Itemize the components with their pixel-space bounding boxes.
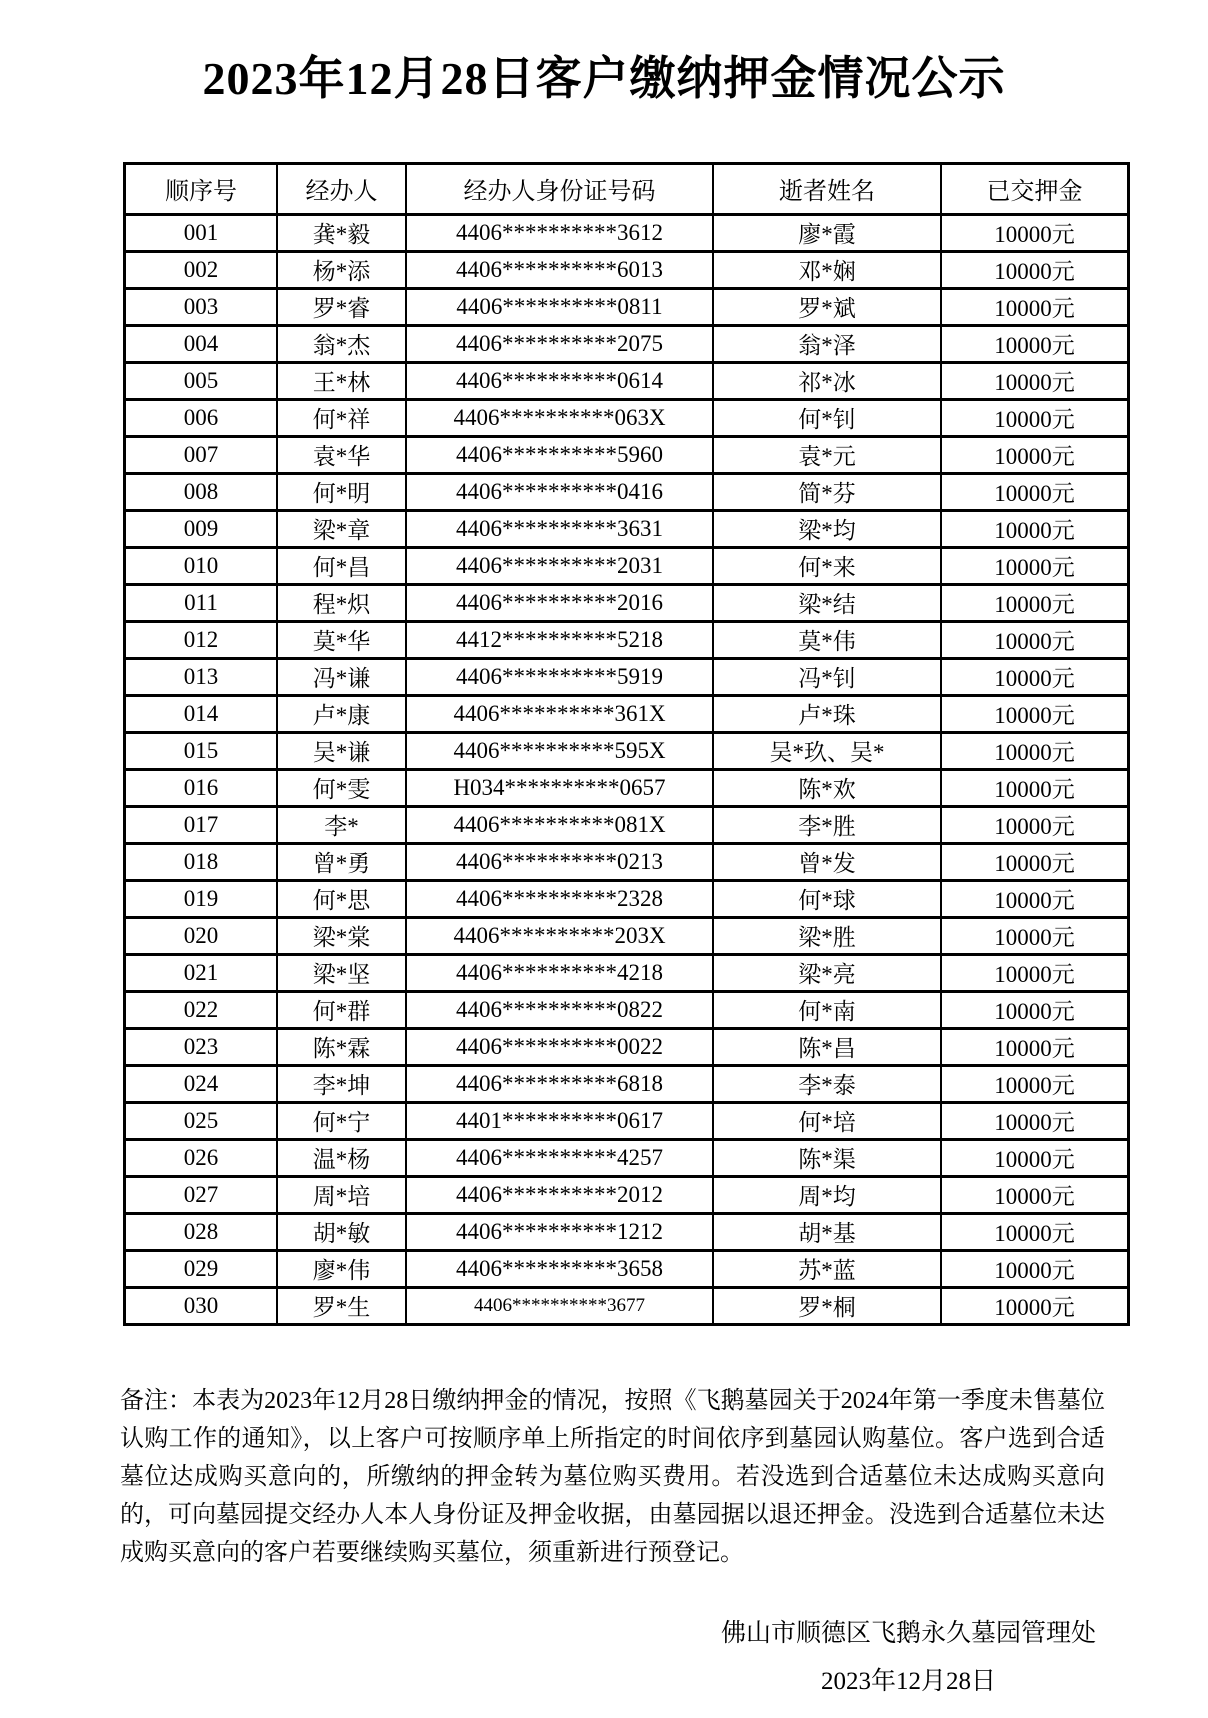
cell-sequence-number: 003: [125, 288, 278, 325]
cell-deceased-name: 曾*发: [713, 843, 941, 880]
cell-agent-id-number: 4406**********2016: [406, 584, 713, 621]
cell-deposit-amount: 10000元: [941, 806, 1129, 843]
cell-sequence-number: 015: [125, 732, 278, 769]
cell-deceased-name: 冯*钊: [713, 658, 941, 695]
cell-deceased-name: 邓*娴: [713, 251, 941, 288]
table-row: [125, 658, 1129, 695]
cell-deposit-amount: 10000元: [941, 547, 1129, 584]
cell-agent-name: 温*杨: [277, 1139, 406, 1176]
table-row: [125, 880, 1129, 917]
cell-deposit-amount: 10000元: [941, 658, 1129, 695]
cell-agent-id-number: 4401**********0617: [406, 1102, 713, 1139]
table-row: [125, 1287, 1129, 1324]
cell-agent-id-number: 4406**********4257: [406, 1139, 713, 1176]
cell-deceased-name: 何*南: [713, 991, 941, 1028]
cell-deposit-amount: 10000元: [941, 695, 1129, 732]
signature-block: [721, 1610, 1096, 1706]
cell-agent-id-number: 4406**********063X: [406, 399, 713, 436]
cell-agent-id-number: 4406**********2031: [406, 547, 713, 584]
table-row: [125, 991, 1129, 1028]
signature-date: 2023年12月28日: [820, 1667, 996, 1695]
cell-deposit-amount: 10000元: [941, 1139, 1129, 1176]
note-paragraph: 备注：本表为2023年12月28日缴纳押金的情况，按照《飞鹅墓园关于2024年第一季度未售墓位认购工作的通知》，以上客户可按顺序单上所指定的时间依序到墓园认购墓位。客户选到合适墓位达成购买意向的，所缴纳的押金转为墓位购买费用。若没选到合适墓位未达成购买意向的，可向墓园提交经办人本人身份证及押金收据，由墓园据以退还押金。没选到合适墓位未达成购买意向的客户若要继续购买墓位，须重新进行预登记。: [120, 1387, 1105, 1566]
table-row: [125, 325, 1129, 362]
cell-agent-name: 罗*生: [277, 1287, 406, 1324]
column-header-1: 顺序号: [125, 163, 278, 214]
cell-agent-name: 吴*谦: [277, 732, 406, 769]
cell-deposit-amount: 10000元: [941, 510, 1129, 547]
cell-deceased-name: 翁*泽: [713, 325, 941, 362]
cell-sequence-number: 001: [125, 214, 278, 251]
table-row: [125, 843, 1129, 880]
cell-deposit-amount: 10000元: [941, 1287, 1129, 1324]
table-row: [125, 621, 1129, 658]
cell-agent-name: 王*林: [277, 362, 406, 399]
table-row: [125, 473, 1129, 510]
page-title: 2023年12月28日客户缴纳押金情况公示: [202, 53, 1006, 104]
cell-deposit-amount: 10000元: [941, 251, 1129, 288]
cell-deceased-name: 何*培: [713, 1102, 941, 1139]
cell-deposit-amount: 10000元: [941, 436, 1129, 473]
cell-sequence-number: 030: [125, 1287, 278, 1324]
cell-deceased-name: 何*钊: [713, 399, 941, 436]
cell-agent-id-number: 4406**********595X: [406, 732, 713, 769]
cell-deceased-name: 梁*结: [713, 584, 941, 621]
cell-sequence-number: 028: [125, 1213, 278, 1250]
cell-agent-id-number: 4406**********3631: [406, 510, 713, 547]
cell-agent-id-number: 4406**********5919: [406, 658, 713, 695]
table-row: [125, 584, 1129, 621]
cell-agent-name: 陈*霖: [277, 1028, 406, 1065]
cell-deposit-amount: 10000元: [941, 1250, 1129, 1287]
cell-deposit-amount: 10000元: [941, 362, 1129, 399]
cell-agent-name: 程*炽: [277, 584, 406, 621]
cell-deposit-amount: 10000元: [941, 214, 1129, 251]
cell-agent-name: 何*昌: [277, 547, 406, 584]
cell-deceased-name: 袁*元: [713, 436, 941, 473]
table-row: [125, 547, 1129, 584]
column-header-4: 逝者姓名: [713, 163, 941, 214]
table-row: [125, 1250, 1129, 1287]
cell-sequence-number: 025: [125, 1102, 278, 1139]
cell-sequence-number: 009: [125, 510, 278, 547]
cell-agent-name: 龚*毅: [277, 214, 406, 251]
deposit-table: [123, 162, 1130, 1326]
cell-agent-name: 曾*勇: [277, 843, 406, 880]
cell-deposit-amount: 10000元: [941, 880, 1129, 917]
cell-sequence-number: 023: [125, 1028, 278, 1065]
cell-sequence-number: 013: [125, 658, 278, 695]
cell-agent-name: 周*培: [277, 1176, 406, 1213]
table-row: [125, 1028, 1129, 1065]
signature-org: 佛山市顺德区飞鹅永久墓园管理处: [720, 1619, 1096, 1647]
cell-deposit-amount: 10000元: [941, 1176, 1129, 1213]
column-header-3: 经办人身份证号码: [406, 163, 713, 214]
cell-deceased-name: 周*均: [713, 1176, 941, 1213]
cell-sequence-number: 004: [125, 325, 278, 362]
cell-agent-id-number: 4406**********0416: [406, 473, 713, 510]
table-row: [125, 214, 1129, 251]
cell-agent-name: 袁*华: [277, 436, 406, 473]
cell-agent-name: 梁*棠: [277, 917, 406, 954]
cell-agent-id-number: 4406**********3612: [406, 214, 713, 251]
cell-agent-name: 李*: [277, 806, 406, 843]
cell-sequence-number: 019: [125, 880, 278, 917]
cell-agent-id-number: 4406**********3677: [406, 1287, 713, 1324]
cell-agent-id-number: 4406**********0213: [406, 843, 713, 880]
cell-deposit-amount: 10000元: [941, 1213, 1129, 1250]
table-row: [125, 399, 1129, 436]
cell-deceased-name: 陈*昌: [713, 1028, 941, 1065]
cell-deceased-name: 胡*基: [713, 1213, 941, 1250]
table-row: [125, 288, 1129, 325]
cell-sequence-number: 027: [125, 1176, 278, 1213]
cell-agent-id-number: 4406**********2328: [406, 880, 713, 917]
cell-sequence-number: 016: [125, 769, 278, 806]
table-row: [125, 436, 1129, 473]
cell-deposit-amount: 10000元: [941, 917, 1129, 954]
cell-agent-id-number: 4406**********6818: [406, 1065, 713, 1102]
cell-deceased-name: 陈*渠: [713, 1139, 941, 1176]
cell-agent-name: 何*群: [277, 991, 406, 1028]
cell-sequence-number: 002: [125, 251, 278, 288]
cell-deceased-name: 梁*胜: [713, 917, 941, 954]
cell-agent-name: 冯*谦: [277, 658, 406, 695]
table-row: [125, 510, 1129, 547]
cell-agent-id-number: 4406**********203X: [406, 917, 713, 954]
cell-deceased-name: 李*泰: [713, 1065, 941, 1102]
cell-deposit-amount: 10000元: [941, 843, 1129, 880]
cell-agent-id-number: 4406**********2012: [406, 1176, 713, 1213]
cell-deposit-amount: 10000元: [941, 954, 1129, 991]
cell-agent-id-number: 4406**********0614: [406, 362, 713, 399]
table-row: [125, 1065, 1129, 1102]
column-header-5: 已交押金: [941, 163, 1129, 214]
cell-sequence-number: 026: [125, 1139, 278, 1176]
column-header-2: 经办人: [277, 163, 406, 214]
table-row: [125, 1139, 1129, 1176]
cell-deceased-name: 何*来: [713, 547, 941, 584]
cell-deceased-name: 祁*冰: [713, 362, 941, 399]
table-row: [125, 695, 1129, 732]
cell-sequence-number: 014: [125, 695, 278, 732]
cell-agent-id-number: 4406**********1212: [406, 1213, 713, 1250]
cell-agent-name: 莫*华: [277, 621, 406, 658]
cell-deposit-amount: 10000元: [941, 991, 1129, 1028]
cell-sequence-number: 012: [125, 621, 278, 658]
cell-deceased-name: 苏*蓝: [713, 1250, 941, 1287]
cell-agent-id-number: 4406**********361X: [406, 695, 713, 732]
cell-sequence-number: 007: [125, 436, 278, 473]
cell-agent-id-number: H034**********0657: [406, 769, 713, 806]
cell-sequence-number: 011: [125, 584, 278, 621]
cell-agent-name: 杨*添: [277, 251, 406, 288]
cell-sequence-number: 005: [125, 362, 278, 399]
cell-deceased-name: 何*球: [713, 880, 941, 917]
cell-agent-id-number: 4406**********081X: [406, 806, 713, 843]
cell-agent-name: 李*坤: [277, 1065, 406, 1102]
cell-deposit-amount: 10000元: [941, 621, 1129, 658]
cell-deposit-amount: 10000元: [941, 769, 1129, 806]
cell-deposit-amount: 10000元: [941, 325, 1129, 362]
table-row: [125, 362, 1129, 399]
cell-sequence-number: 022: [125, 991, 278, 1028]
cell-sequence-number: 017: [125, 806, 278, 843]
cell-agent-name: 廖*伟: [277, 1250, 406, 1287]
cell-deposit-amount: 10000元: [941, 473, 1129, 510]
cell-deposit-amount: 10000元: [941, 399, 1129, 436]
cell-agent-name: 卢*康: [277, 695, 406, 732]
cell-deceased-name: 廖*霞: [713, 214, 941, 251]
cell-deceased-name: 罗*桐: [713, 1287, 941, 1324]
cell-agent-name: 何*宁: [277, 1102, 406, 1139]
cell-deceased-name: 陈*欢: [713, 769, 941, 806]
cell-agent-name: 胡*敏: [277, 1213, 406, 1250]
cell-agent-name: 梁*坚: [277, 954, 406, 991]
cell-sequence-number: 006: [125, 399, 278, 436]
cell-agent-name: 何*明: [277, 473, 406, 510]
cell-sequence-number: 024: [125, 1065, 278, 1102]
cell-deposit-amount: 10000元: [941, 1065, 1129, 1102]
cell-agent-name: 何*思: [277, 880, 406, 917]
cell-agent-id-number: 4406**********2075: [406, 325, 713, 362]
table-row: [125, 954, 1129, 991]
table-row: [125, 1102, 1129, 1139]
cell-deceased-name: 简*芬: [713, 473, 941, 510]
cell-sequence-number: 008: [125, 473, 278, 510]
cell-deposit-amount: 10000元: [941, 732, 1129, 769]
table-row: [125, 1213, 1129, 1250]
cell-deposit-amount: 10000元: [941, 584, 1129, 621]
cell-agent-id-number: 4406**********5960: [406, 436, 713, 473]
cell-agent-id-number: 4406**********4218: [406, 954, 713, 991]
cell-agent-id-number: 4406**********6013: [406, 251, 713, 288]
cell-sequence-number: 010: [125, 547, 278, 584]
cell-deceased-name: 吴*玖、吴*: [713, 732, 941, 769]
cell-agent-name: 翁*杰: [277, 325, 406, 362]
cell-agent-id-number: 4412**********5218: [406, 621, 713, 658]
cell-agent-id-number: 4406**********0822: [406, 991, 713, 1028]
cell-deposit-amount: 10000元: [941, 1028, 1129, 1065]
cell-agent-name: 何*雯: [277, 769, 406, 806]
cell-deceased-name: 卢*珠: [713, 695, 941, 732]
cell-agent-id-number: 4406**********0811: [406, 288, 713, 325]
cell-deceased-name: 梁*亮: [713, 954, 941, 991]
cell-deposit-amount: 10000元: [941, 288, 1129, 325]
cell-agent-id-number: 4406**********3658: [406, 1250, 713, 1287]
table-row: [125, 769, 1129, 806]
cell-agent-name: 何*祥: [277, 399, 406, 436]
table-row: [125, 251, 1129, 288]
table-row: [125, 806, 1129, 843]
cell-sequence-number: 021: [125, 954, 278, 991]
cell-deposit-amount: 10000元: [941, 1102, 1129, 1139]
cell-deceased-name: 梁*均: [713, 510, 941, 547]
cell-sequence-number: 020: [125, 917, 278, 954]
table-row: [125, 732, 1129, 769]
cell-sequence-number: 029: [125, 1250, 278, 1287]
table-header-row: [125, 163, 1129, 214]
cell-sequence-number: 018: [125, 843, 278, 880]
cell-agent-id-number: 4406**********0022: [406, 1028, 713, 1065]
cell-deceased-name: 莫*伟: [713, 621, 941, 658]
cell-agent-name: 罗*睿: [277, 288, 406, 325]
table-row: [125, 1176, 1129, 1213]
table-row: [125, 917, 1129, 954]
cell-deceased-name: 李*胜: [713, 806, 941, 843]
cell-deceased-name: 罗*斌: [713, 288, 941, 325]
cell-agent-name: 梁*章: [277, 510, 406, 547]
